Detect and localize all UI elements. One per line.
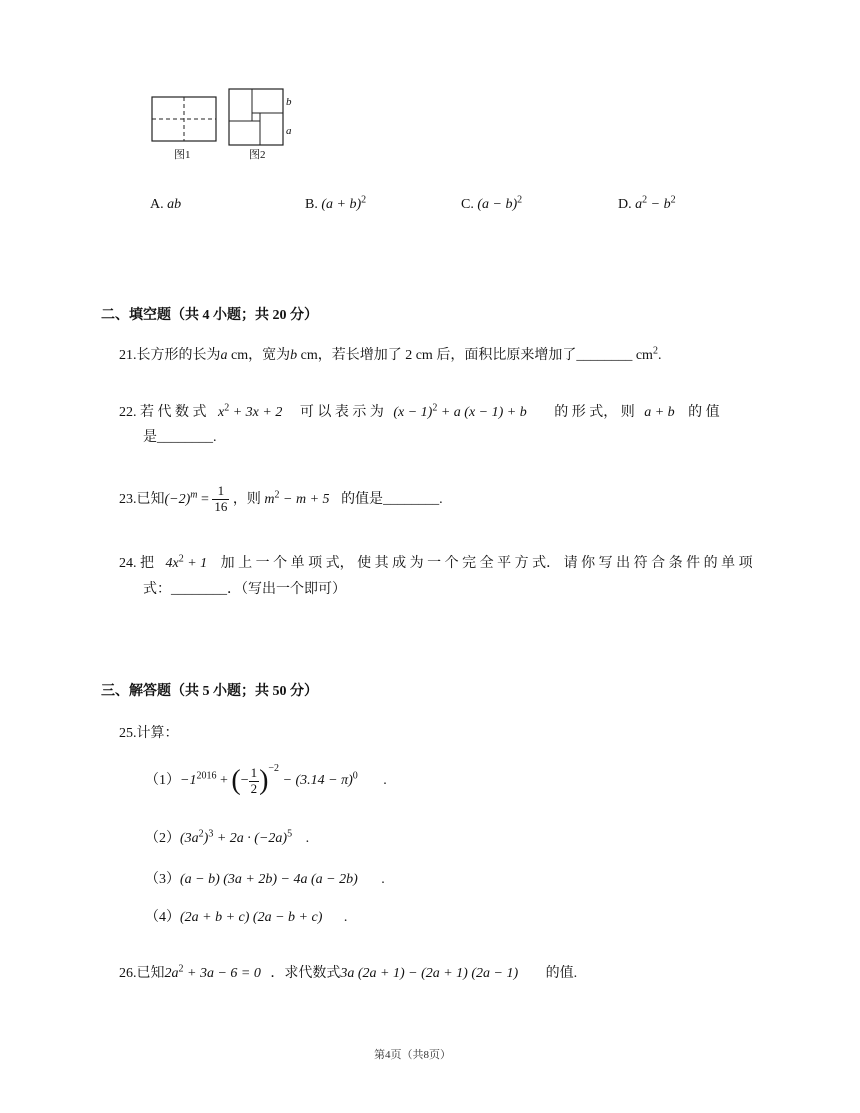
- question-25: 25.计算：: [119, 726, 179, 741]
- answer-blank: ________: [157, 430, 213, 445]
- question-25-part-1: $(1)-1^{2016}$ + (− $\frac{1}{2}$ )$^{-2} - (3.14 - \pi)^0$ .: [145, 762, 387, 796]
- figure-1-label: 图1: [174, 149, 191, 161]
- figure-2-label: 图2: [249, 149, 266, 161]
- figure-2-label-b: b: [286, 96, 292, 108]
- answer-blank: ________: [576, 348, 633, 363]
- question-21: 21.长方形的长为a cm，宽为b cm，若长增加了 2 cm 后，面积比原来增加了________ $cm^2$.: [119, 345, 662, 363]
- answer-blank: ________: [383, 492, 440, 507]
- question-23: 23.已知$(-2)^m$ = $\frac{1}{16}$ ，则 $m^2 - m + 5$ 的值是________.: [119, 483, 443, 515]
- question-22-line-2: 是________.: [143, 430, 217, 445]
- option-a: A. ab: [150, 197, 182, 212]
- question-25-part-2: $(2)(3a^2)^3 + 2a \cdot (-2a)^5$ .: [145, 828, 310, 846]
- figure-2-label-a: a: [286, 125, 292, 137]
- figure-2: [227, 87, 287, 149]
- fraction: $\frac{1}{16}$: [214, 483, 228, 515]
- page-footer: 第4页（共8页）: [374, 1049, 451, 1061]
- option-d: D. $a^2 - b^2$: [618, 194, 676, 212]
- question-24-line-2: 式：________．（写出一个即可）: [143, 582, 346, 597]
- section-3-heading: 三、解答题（共 5 小题；共 50 分）: [101, 684, 318, 699]
- question-26: 26.已知$2a^2 + 3a - 6 = 0$ ．求代数式3a (2a + 1) − (2a + 1) (2a − 1) 的值.: [119, 963, 578, 981]
- section-2-heading: 二、填空题（共 4 小题；共 20 分）: [101, 308, 318, 323]
- option-b: B. $(a + b)^2$: [305, 194, 367, 212]
- question-25-part-4: （4）(2a + b + c) (2a − b + c) .: [145, 910, 348, 925]
- question-25-part-3: （3）(a − b) (3a + 2b) − 4a (a − 2b) .: [145, 872, 385, 887]
- option-c: C. $(a - b)^2$: [461, 194, 523, 212]
- question-22: 22. 若 代 数 式 $x^2 + 3x + 2$ 可 以 表 示 为 $(x - 1)^2 + a$ (x − 1) + b 的 形 式， 则 a + b 的 值: [119, 402, 720, 420]
- figure-1: [150, 95, 220, 145]
- fraction: $\frac{1}{2}$: [250, 764, 258, 796]
- answer-blank: ________: [171, 582, 227, 597]
- question-24: 24. 把 $4x^2 + 1$ 加 上 一 个 单 项 式， 使 其 成 为 一 个 完 全 平 方 式． 请 你 写 出 符 合 条 件 的 单 项: [119, 553, 753, 571]
